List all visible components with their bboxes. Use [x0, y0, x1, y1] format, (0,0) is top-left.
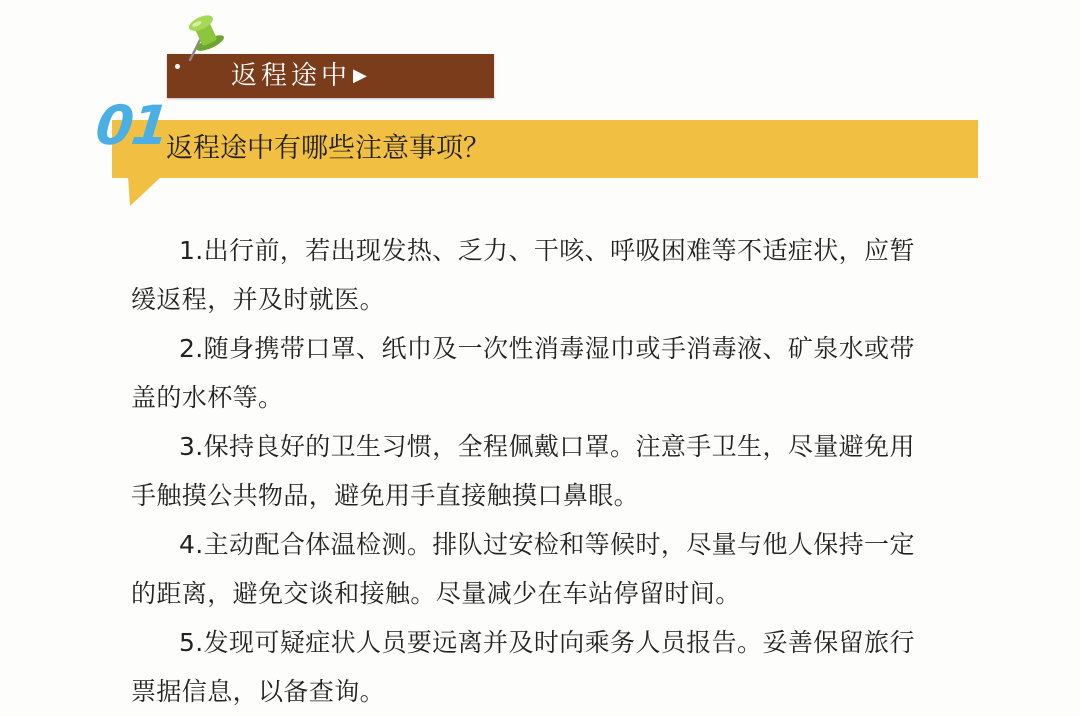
list-item: 1.出行前，若出现发热、乏力、干咳、呼吸困难等不适症状，应暂缓返程，并及时就医。: [131, 236, 915, 314]
list-item: 4.主动配合体温检测。排队过安检和等候时，尽量与他人保持一定的距离，避免交谈和接触。尽量减少在车站停留时间。: [131, 530, 915, 608]
list-item: 5.发现可疑症状人员要远离并及时向乘务人员报告。妥善保留旅行票据信息，以备查询。: [131, 628, 915, 706]
pushpin-icon: [178, 10, 228, 62]
banner-title-wrap: [231, 61, 367, 91]
question-title: 返程途中有哪些注意事项？: [166, 133, 490, 164]
content-body: [131, 226, 931, 716]
list-item: 3.保持良好的卫生习惯，全程佩戴口罩。注意手卫生，尽量避免用手触摸公共物品，避免用手直接触摸口鼻眼。: [131, 432, 915, 510]
play-arrow-icon: ▶: [353, 65, 367, 86]
banner-dot: [175, 64, 180, 69]
ribbon-tail: [128, 176, 162, 206]
list-item: 2.随身携带口罩、纸巾及一次性消毒湿巾或手消毒液、矿泉水或带盖的水杯等。: [131, 334, 915, 412]
banner-title: 返程途中: [231, 61, 352, 91]
section-number: 01: [92, 94, 171, 157]
